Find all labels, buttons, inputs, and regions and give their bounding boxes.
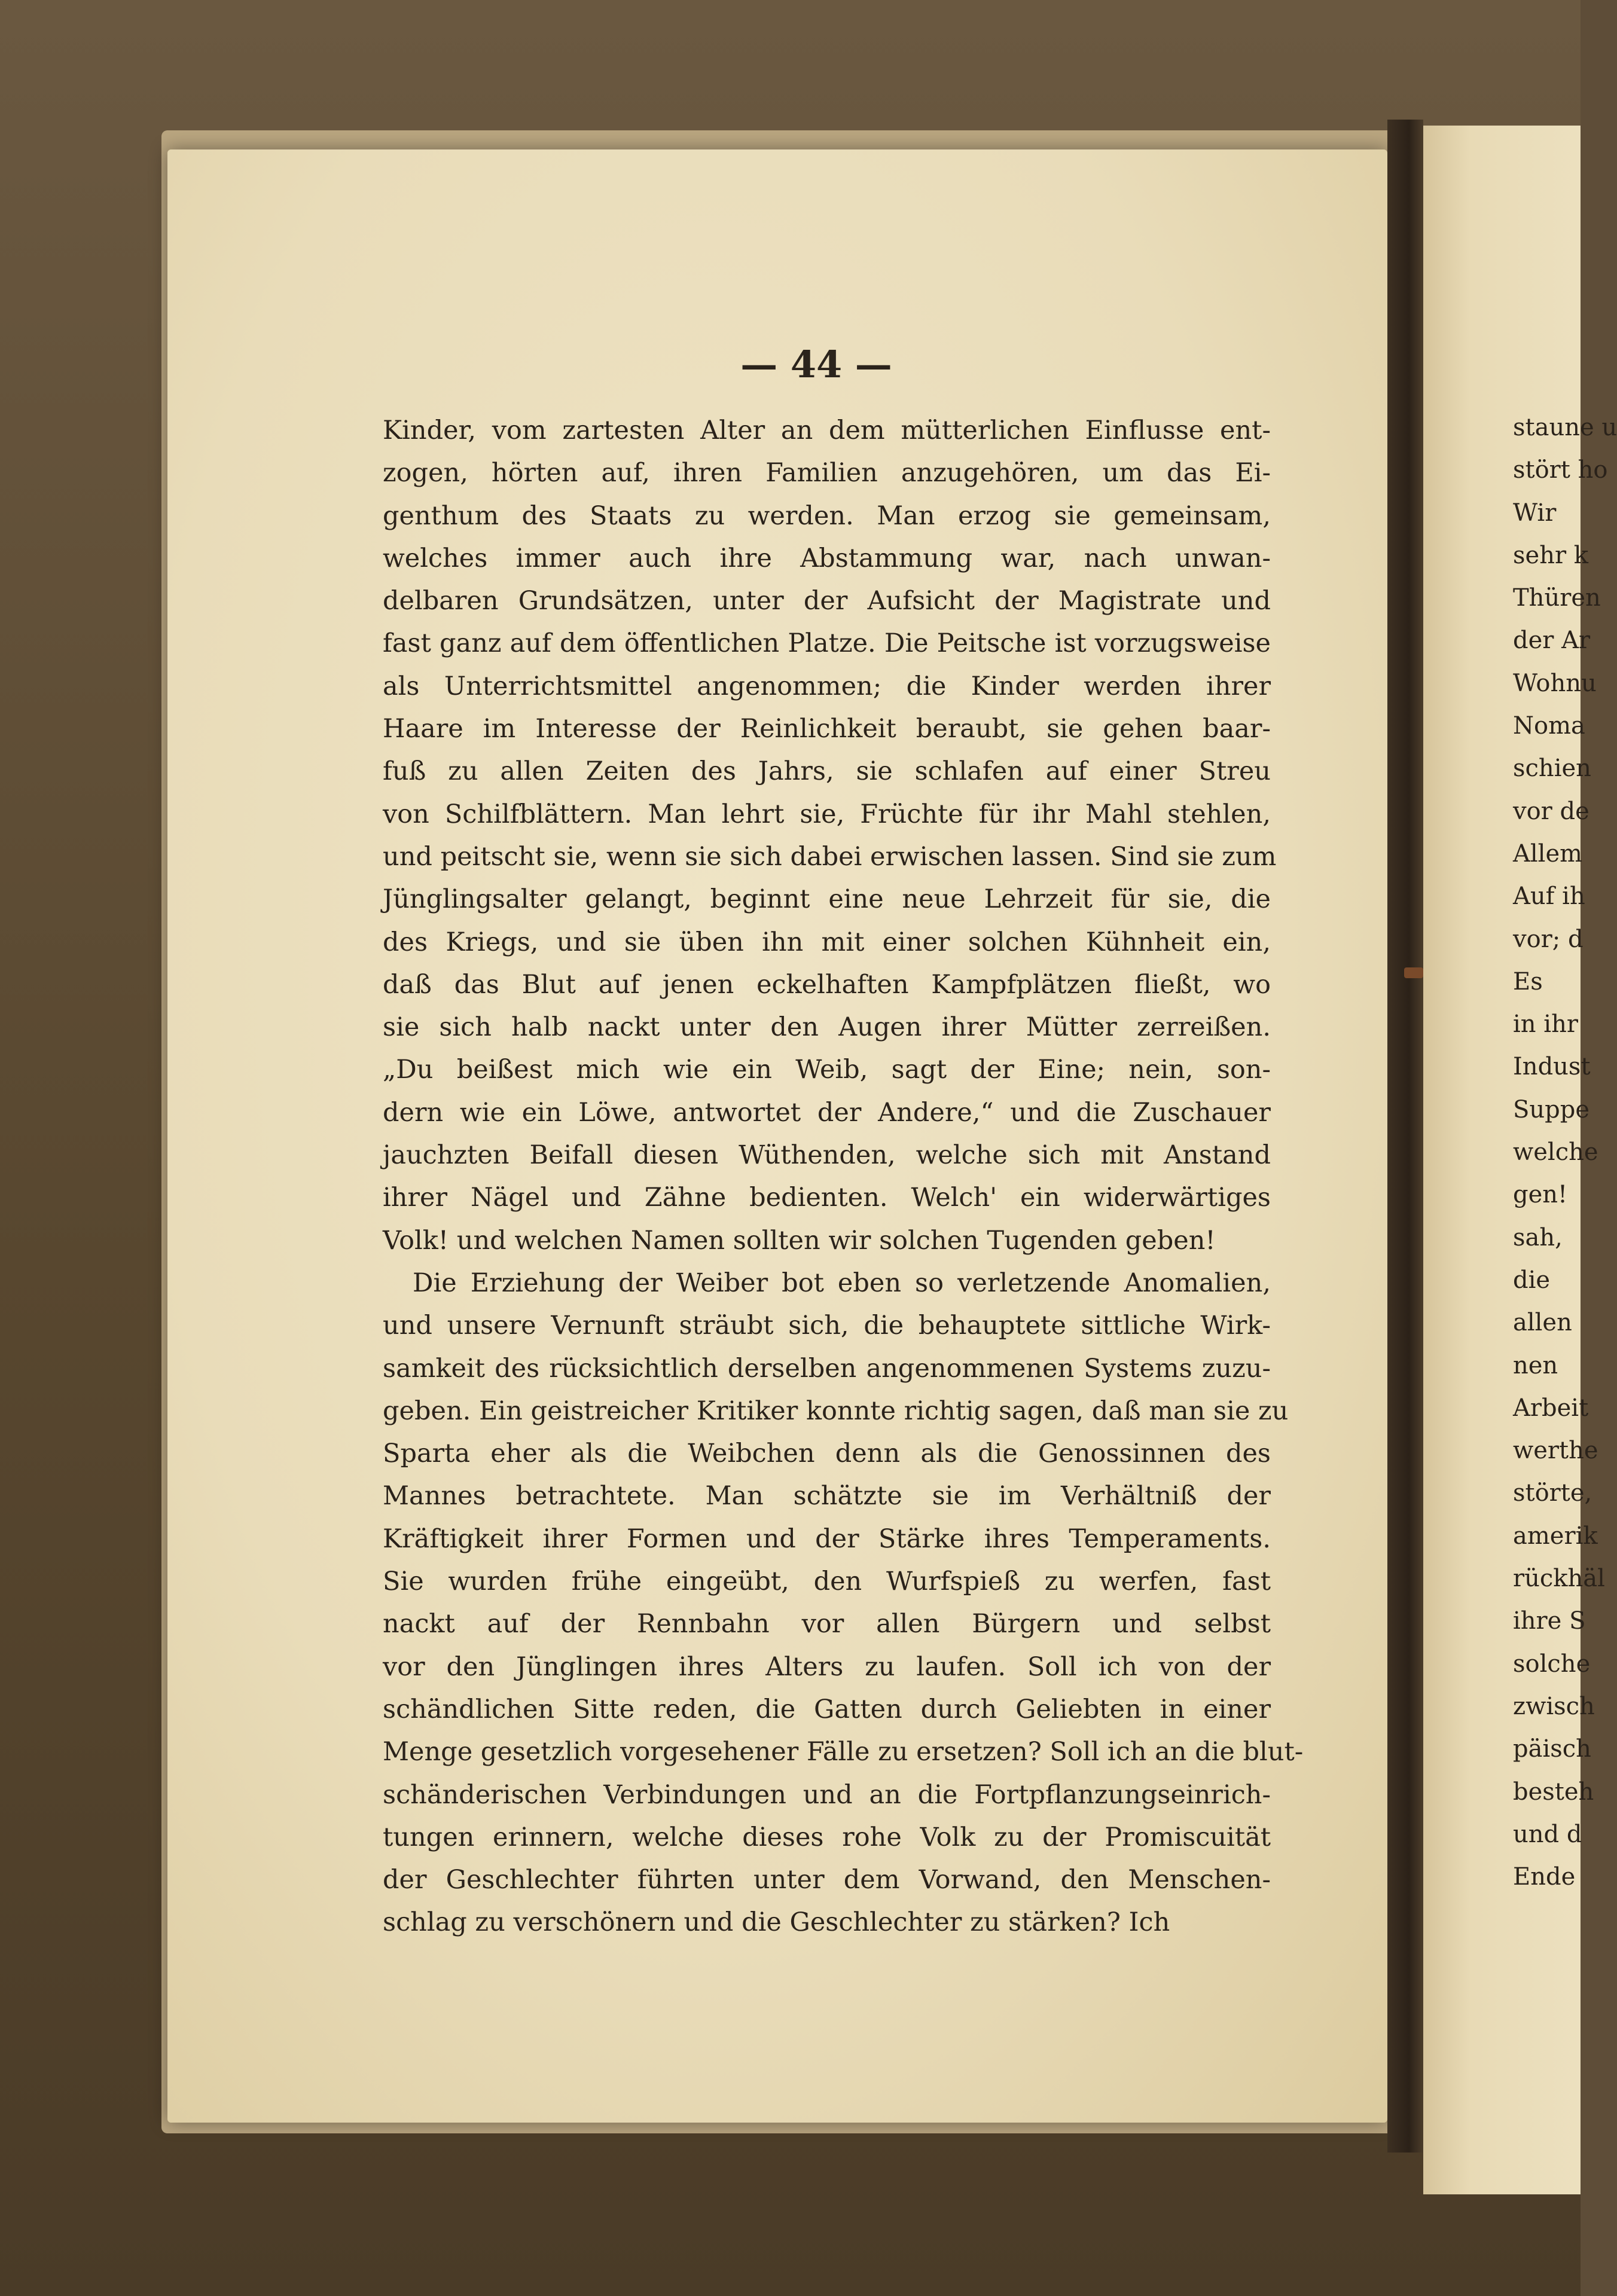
right-text-line: solche: [1513, 1650, 1591, 1678]
text-line: Die Erziehung der Weiber bot eben so verletzende Anomalien,: [413, 1268, 1271, 1298]
text-line: und peitscht sie, wenn sie sich dabei erwischen lassen. Sind sie zum: [383, 841, 1277, 872]
text-line: als Unterrichtsmittel angenommen; die Kinder werden ihrer: [383, 671, 1271, 701]
text-line: nackt auf der Rennbahn vor allen Bürgern und selbst: [383, 1609, 1271, 1639]
text-line: Kinder, vom zartesten Alter an dem mütterlichen Einflusse ent-: [383, 416, 1271, 445]
right-text-line: Arbeit: [1513, 1394, 1589, 1422]
right-text-line: Thüren: [1513, 584, 1601, 612]
page-number: — 44 —: [740, 343, 892, 386]
text-line: geben. Ein geistreicher Kritiker konnte richtig sagen, daß man sie zu: [383, 1396, 1289, 1426]
right-text-line: Suppe: [1513, 1095, 1590, 1123]
right-text-line: sehr k: [1513, 541, 1589, 569]
right-text-line: allen: [1513, 1309, 1572, 1337]
right-text-line: Indust: [1513, 1053, 1591, 1081]
text-line: zogen, hörten auf, ihren Familien anzugehören, um das Ei-: [383, 458, 1271, 488]
text-line: Sie wurden frühe eingeübt, den Wurfspieß zu werfen, fast: [383, 1567, 1271, 1597]
text-line: genthum des Staats zu werden. Man erzog sie gemeinsam,: [383, 500, 1271, 531]
right-text-line: und d: [1513, 1820, 1582, 1848]
text-line: Mannes betrachtete. Man schätzte sie im Verhältniß der: [383, 1481, 1271, 1512]
right-text-line: Ende: [1513, 1863, 1576, 1891]
right-text-line: Noma: [1513, 712, 1585, 740]
text-line: Haare im Interesse der Reinlichkeit beraubt, sie gehen baar-: [383, 714, 1271, 744]
right-text-line: stört ho: [1513, 456, 1608, 484]
right-text-line: amerik: [1513, 1522, 1598, 1550]
right-text-line: störte,: [1513, 1479, 1592, 1507]
text-line: schändlichen Sitte reden, die Gatten durch Geliebten in einer: [383, 1694, 1271, 1724]
text-line: Jünglingsalter gelangt, beginnt eine neue Lehrzeit für sie, die: [383, 884, 1271, 915]
right-text-line: Wohnu: [1513, 669, 1597, 697]
text-line: fuß zu allen Zeiten des Jahrs, sie schlafen auf einer Streu: [383, 756, 1271, 787]
right-text-line: Es: [1513, 967, 1543, 996]
right-text-line: ihre S: [1513, 1607, 1586, 1635]
right-text-line: vor; d: [1513, 925, 1584, 953]
right-text-line: staune u: [1513, 414, 1617, 441]
text-line: daß das Blut auf jenen eckelhaften Kampfplätzen fließt, wo: [383, 969, 1271, 1000]
right-text-line: Allem: [1513, 839, 1583, 868]
bookmark-ribbon: [1404, 967, 1423, 978]
text-line: dern wie ein Löwe, antwortet der Andere,“ und die Zuschauer: [383, 1097, 1271, 1128]
right-text-line: welche: [1513, 1138, 1598, 1167]
text-line: und unsere Vernunft sträubt sich, die behauptete sittliche Wirk-: [383, 1311, 1271, 1341]
right-text-line: Auf ih: [1513, 883, 1585, 911]
right-text-line: der Ar: [1513, 627, 1591, 655]
text-line: Kräftigkeit ihrer Formen und der Stärke ihres Temperaments.: [383, 1523, 1271, 1554]
right-text-line: nen: [1513, 1351, 1558, 1379]
text-line: „Du beißest mich wie ein Weib, sagt der Eine; nein, son-: [383, 1055, 1271, 1085]
text-line: des Kriegs, und sie üben ihn mit einer solchen Kühnheit ein,: [383, 927, 1271, 957]
text-line: schlag zu verschönern und die Geschlechter zu stärken? Ich: [383, 1907, 1170, 1938]
right-text-line: schien: [1513, 755, 1591, 783]
right-text-line: gen!: [1513, 1181, 1568, 1209]
main-text-block: [383, 410, 1304, 1944]
right-text-line: rückhäl: [1513, 1565, 1605, 1593]
text-line: Sparta eher als die Weibchen denn als die Genossinnen des: [383, 1439, 1271, 1469]
text-line: Menge gesetzlich vorgesehener Fälle zu ersetzen? Soll ich an die blut-: [383, 1737, 1304, 1767]
right-text-line: besteh: [1513, 1778, 1594, 1806]
right-text-line: werthe: [1513, 1437, 1598, 1465]
text-line: der Geschlechter führten unter dem Vorwand, den Menschen-: [383, 1865, 1271, 1895]
right-text-line: die: [1513, 1266, 1551, 1294]
right-text-line: zwisch: [1513, 1692, 1595, 1720]
text-line: delbaren Grundsätzen, unter der Aufsicht der Magistrate und: [383, 586, 1271, 616]
right-text-line: päisch: [1513, 1735, 1591, 1763]
right-text-line: sah,: [1513, 1223, 1563, 1251]
right-text-line: vor de: [1513, 797, 1589, 825]
text-line: ihrer Nägel und Zähne bedienten. Welch' ein widerwärtiges: [383, 1183, 1271, 1213]
text-line: tungen erinnern, welche dieses rohe Volk zu der Promiscuität: [383, 1822, 1271, 1852]
text-line: sie sich halb nackt unter den Augen ihrer Mütter zerreißen.: [383, 1012, 1271, 1043]
text-line: samkeit des rücksichtlich derselben angenommenen Systems zuzu-: [383, 1353, 1271, 1384]
text-line: fast ganz auf dem öffentlichen Platze. Die Peitsche ist vorzugsweise: [383, 628, 1271, 659]
text-line: jauchzten Beifall diesen Wüthenden, welche sich mit Anstand: [383, 1140, 1271, 1171]
right-page-text: [1513, 407, 1617, 1898]
text-line: Volk! und welchen Namen sollten wir solchen Tugenden geben!: [383, 1225, 1216, 1256]
right-text-line: Wir: [1513, 499, 1557, 527]
text-line: vor den Jünglingen ihres Alters zu laufen. Soll ich von der: [383, 1651, 1271, 1682]
text-line: schänderischen Verbindungen und an die Fortpflanzungseinrich-: [383, 1779, 1271, 1810]
text-line: welches immer auch ihre Abstammung war, nach unwan-: [383, 543, 1271, 573]
right-text-line: in ihr: [1513, 1010, 1578, 1039]
book-gutter: [1387, 120, 1423, 2152]
text-line: von Schilfblättern. Man lehrt sie, Früchte für ihr Mahl stehlen,: [383, 799, 1271, 829]
